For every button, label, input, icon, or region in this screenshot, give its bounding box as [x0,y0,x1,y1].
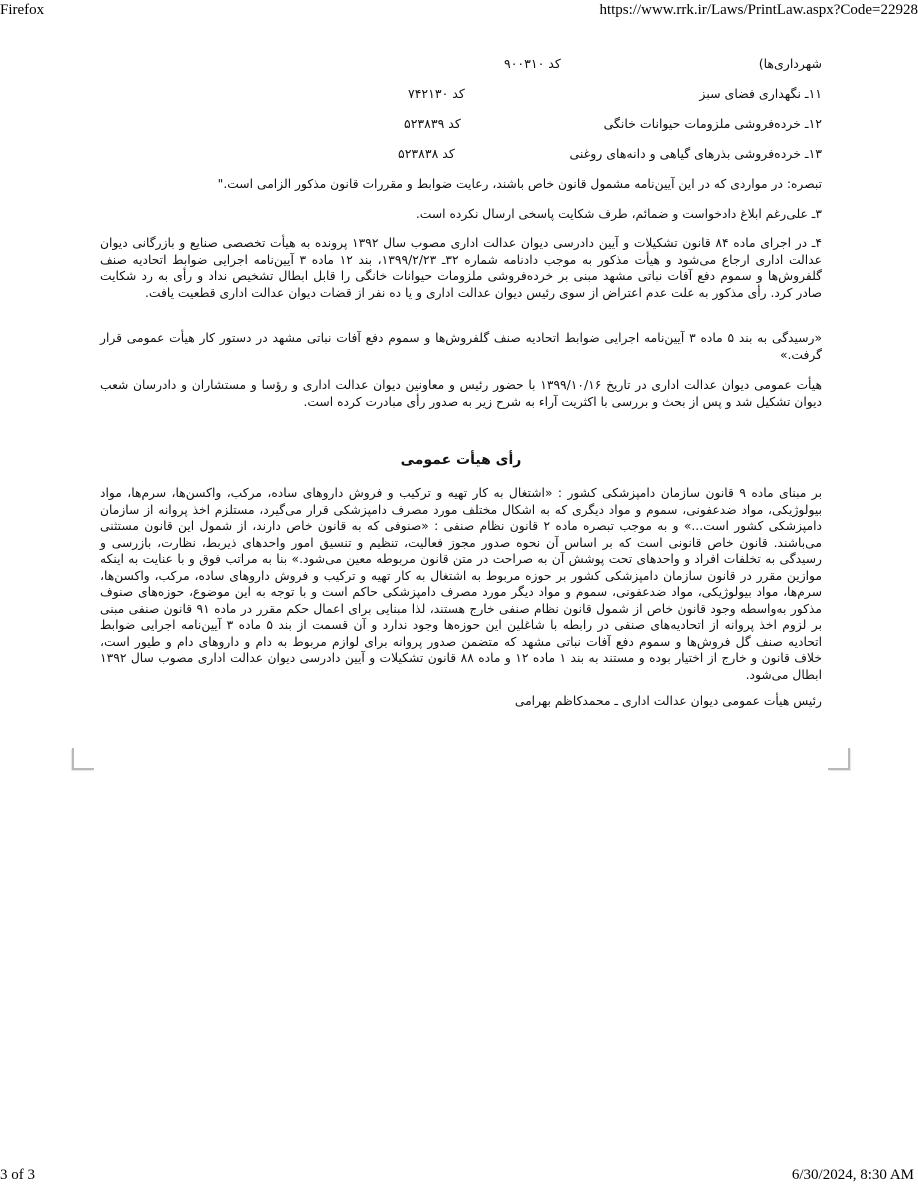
browser-name: Firefox [0,2,45,18]
session-paragraph: هیأت عمومی دیوان عدالت اداری در تاریخ ۱۳۹۹/۱۰/۱۶ با حضور رئیس و معاونین دیوان عدالت اداری و رؤسا و مستشاران و دادرسان شعب دیوان تشکیل شد و پس از بحث و بررسی با اکثریت آراء به شرح زیر به صدور رأی مبادرت کرده است. [100,378,822,409]
page-corner-mark [828,748,850,770]
note-paragraph: تبصره: در مواردی که در این آیین‌نامه مشمول قانون خاص باشند، رعایت ضوابط و مقررات قانون مذکور الزامی است." [217,177,822,191]
print-datetime: 6/30/2024, 8:30 AM [791,1167,914,1183]
list-item-code [398,146,455,161]
item-3-paragraph: ۳ـ علی‌رغم ابلاغ دادخواست و ضمائم، طرف شکایت پاسخی ارسال نکرده است. [415,207,822,221]
list-item-11 [699,86,822,101]
list-item-municipalities [759,56,822,71]
list-item-text: ۱۲ـ خرده‌فروشی ملزومات حیوانات خانگی [603,116,822,131]
activity-code: کد ۵۲۳۸۳۹ [404,116,461,131]
page-indicator: 3 of 3 [0,1167,35,1183]
list-item-12 [604,116,822,131]
ruling-title: رأی هیأت عمومی [400,452,522,468]
activity-code: کد ۵۲۳۸۳۸ [398,146,455,161]
page-url: https://www.rrk.ir/Laws/PrintLaw.aspx?Code=22928 [599,2,918,18]
signature: رئیس هیأت عمومی دیوان عدالت اداری ـ محمدکاظم بهرامی [514,694,822,708]
activity-code: کد ۷۴۲۱۳۰ [408,86,465,101]
list-item-text: ۱۱ـ نگهداری فضای سبز [699,86,822,101]
activity-code: کد ۹۰۰۳۱۰ [504,56,561,71]
list-item-code [504,56,561,71]
list-item-code [404,116,461,131]
page-corner-mark [72,748,94,770]
list-item-text: ۱۳ـ خرده‌فروشی بذرهای گیاهی و دانه‌های روغنی [569,146,822,161]
list-item-text: شهرداری‌ها) [758,56,822,71]
list-item-code [408,86,465,101]
quote-paragraph: «رسیدگی به بند ۵ ماده ۳ آیین‌نامه اجرایی ضوابط اتحادیه صنف گلفروش‌ها و سموم دفع آفات نباتی مشهد در دستور کار هیأت عمومی قرار گرفت.» [100,331,822,362]
item-4-paragraph: ۴ـ در اجرای ماده ۸۴ قانون تشکیلات و آیین دادرسی دیوان عدالت اداری مصوب سال ۱۳۹۲ پرونده به هیأت تخصصی صنایع و بازرگانی دیوان عدالت اداری ارجاع می‌شود و هیأت مذکور به موجب دادنامه شماره ۳۲ـ ۱۳۹۹/۲/۲۳، بند ۱۲ ماده ۳ آیین‌نامه اجرایی ضوابط اتحادیه صنف گلفروش‌ها و سموم دفع آفات نباتی مشهد مبنی بر خرده‌فروشی ملزومات حیوانات خانگی را قابل ابطال تشخیص نداد و رأی به رد شکایت صادر کرد. رأی مذکور به علت عدم اعتراض از سوی رئیس دیوان عدالت اداری و یا ده نفر از قضات دیوان عدالت اداری قطعیت یافت. [100,236,822,300]
ruling-paragraph: بر مبنای ماده ۹ قانون سازمان دامپزشکی کشور : «اشتغال به کار تهیه و ترکیب و فروش داروهای ساده، مرکب، واکسن‌ها، سرم‌ها، مواد بیولوژیکی، مواد ضدعفونی، سموم و مواد دیگری که به اشکال مختلف مورد مصرف دامپزشکی قرار می‌گیرد، مستلزم اخذ پروانه از سازمان دامپزشکی کشور است...» و به موجب تبصره ماده ۲ قانون نظام صنفی : «صنوفی که به قانون خاص دارند، از شمول این قانون مستثنی می‌باشند. قانون خاص قانونی است که بر اساس آن نحوه صدور مجوز فعالیت، تنظیم و تنسیق امور واحدهای ذیربط، نظارت، بازرسی و رسیدگی به تخلفات افراد و واحدهای تحت پوشش آن به صراحت در متن قانون مربوطه معین می‌شود.» بنا به مراتب فوق و با عنایت به اینکه موازین مقرر در قانون سازمان دامپزشکی کشور بر حوزه مربوط به اشتغال به کار تهیه و ترکیب و فروش داروهای ساده، مرکب، واکسن‌ها، سرم‌ها، مواد بیولوژیکی، مواد ضدعفونی، سموم و مواد دیگر مورد مصرف دامپزشکی حاکم است و با توجه به این موضوع، حوزه‌های صنوف مذکور به‌واسطه وجود قانون خاص از شمول قانون نظام صنفی خارج هستند، لذا مبنایی برای اعمال حکم مقرر در ماده ۹۱ قانون صنفی مبنی بر لزوم اخذ پروانه از اتحادیه‌های صنفی در رابطه با شاغلین این حوزه‌ها وجود ندارد و آن قسمت از بند ۵ ماده ۳ آیین‌نامه اجرایی ضوابط اتحادیه صنف گل فروش‌ها و سموم دفع آفات نباتی مشهد که متضمن صدور پروانه برای لوازم مربوط به دام و داروهای دام و طیور است، خلاف قانون و خارج از اختیار بوده و مستند به بند ۱ ماده ۱۲ و ماده ۸۸ قانون تشکیلات و آیین دادرسی دیوان عدالت اداری مصوب سال ۱۳۹۲ ابطال می‌شود. [100,486,822,682]
list-item-13 [569,146,822,161]
